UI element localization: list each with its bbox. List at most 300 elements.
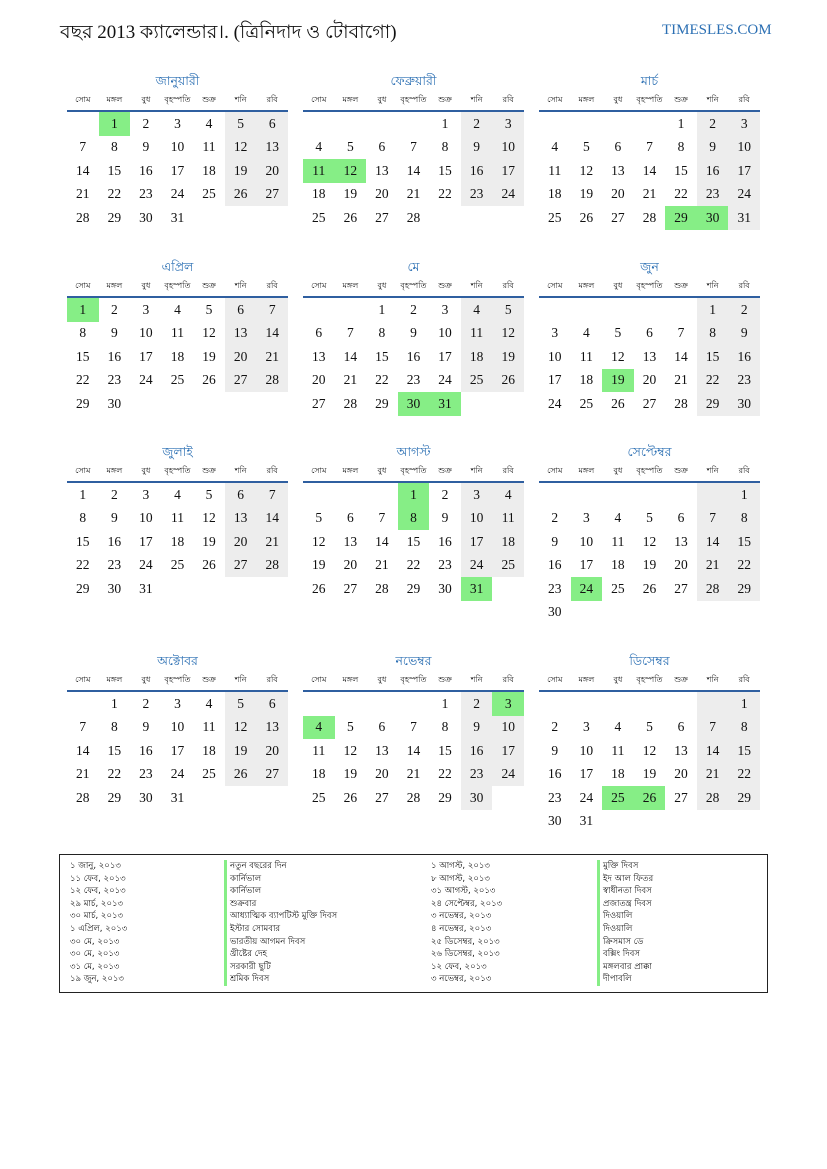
day-cell[interactable]: 16	[107, 348, 122, 364]
day-cell[interactable]: 8	[728, 716, 760, 740]
day-cell[interactable]: 11	[492, 507, 524, 531]
day-cell[interactable]: 1	[441, 695, 449, 711]
day-cell[interactable]: 4	[303, 716, 335, 740]
day-cell[interactable]: 3	[142, 301, 150, 317]
day-cell[interactable]: 20	[642, 372, 657, 388]
day-cell[interactable]: 21	[343, 372, 358, 388]
day-cell[interactable]: 25	[202, 766, 216, 782]
day-cell[interactable]: 18	[170, 348, 185, 364]
day-cell[interactable]: 12	[335, 159, 367, 183]
day-cell[interactable]: 23	[406, 372, 421, 388]
day-cell[interactable]: 20	[375, 186, 389, 202]
day-cell[interactable]: 20	[375, 766, 389, 782]
day-cell[interactable]: 23	[548, 580, 562, 596]
day-cell[interactable]: 16	[728, 345, 760, 369]
day-cell[interactable]: 29	[107, 789, 122, 805]
day-cell[interactable]: 8	[110, 719, 118, 735]
day-cell[interactable]: 27	[674, 580, 688, 596]
day-cell[interactable]: 20	[256, 739, 288, 763]
day-cell[interactable]: 15	[406, 533, 421, 549]
day-cell[interactable]: 27	[375, 209, 389, 225]
day-cell[interactable]: 16	[107, 533, 122, 549]
day-cell[interactable]: 28	[674, 395, 688, 411]
day-cell[interactable]: 28	[375, 580, 389, 596]
day-cell[interactable]: 15	[674, 162, 688, 178]
day-cell[interactable]: 3	[441, 301, 449, 317]
day-cell[interactable]: 4	[614, 510, 622, 526]
day-cell[interactable]: 25	[492, 554, 524, 578]
day-cell[interactable]: 20	[225, 530, 257, 554]
day-cell[interactable]: 23	[461, 763, 493, 787]
day-cell[interactable]: 27	[256, 763, 288, 787]
day-cell[interactable]: 26	[312, 580, 326, 596]
day-cell[interactable]: 8	[110, 139, 118, 155]
day-cell[interactable]: 27	[343, 580, 358, 596]
day-cell[interactable]: 14	[76, 742, 90, 758]
day-cell[interactable]: 20	[256, 159, 288, 183]
day-cell[interactable]: 19	[343, 766, 358, 782]
day-cell[interactable]: 15	[438, 742, 452, 758]
day-cell[interactable]: 25	[461, 369, 493, 393]
day-cell[interactable]: 5	[225, 111, 257, 136]
day-cell[interactable]: 19	[202, 533, 216, 549]
day-cell[interactable]: 26	[225, 183, 257, 207]
day-cell[interactable]: 30	[548, 604, 562, 620]
day-cell[interactable]: 12	[579, 162, 594, 178]
day-cell[interactable]: 27	[225, 554, 257, 578]
day-cell[interactable]: 21	[642, 186, 657, 202]
day-cell[interactable]: 14	[343, 348, 358, 364]
day-cell[interactable]: 17	[139, 533, 153, 549]
day-cell[interactable]: 25	[312, 209, 326, 225]
site-link[interactable]: TIMESLES.COM	[662, 22, 772, 38]
day-cell[interactable]: 12	[202, 510, 216, 526]
day-cell[interactable]: 25	[202, 186, 216, 202]
day-cell[interactable]: 22	[674, 186, 688, 202]
day-cell[interactable]: 6	[677, 719, 685, 735]
day-cell[interactable]: 9	[728, 322, 760, 346]
day-cell[interactable]: 29	[76, 395, 90, 411]
day-cell[interactable]: 29	[728, 577, 760, 601]
day-cell[interactable]: 26	[343, 209, 358, 225]
day-cell[interactable]: 28	[343, 395, 358, 411]
day-cell[interactable]: 21	[406, 186, 421, 202]
day-cell[interactable]: 1	[110, 695, 118, 711]
day-cell[interactable]: 6	[614, 139, 622, 155]
day-cell[interactable]: 12	[312, 533, 326, 549]
day-cell[interactable]: 18	[492, 530, 524, 554]
day-cell[interactable]: 9	[110, 325, 118, 341]
day-cell[interactable]: 5	[225, 691, 257, 716]
day-cell[interactable]: 7	[346, 325, 354, 341]
day-cell[interactable]: 26	[492, 369, 524, 393]
day-cell[interactable]: 11	[312, 742, 326, 758]
day-cell[interactable]: 29	[107, 209, 122, 225]
day-cell[interactable]: 19	[492, 345, 524, 369]
day-cell[interactable]: 31	[429, 392, 461, 416]
day-cell[interactable]: 30	[548, 813, 562, 829]
day-cell[interactable]: 29	[76, 580, 90, 596]
day-cell[interactable]: 24	[548, 395, 562, 411]
day-cell[interactable]: 28	[697, 786, 729, 810]
day-cell[interactable]: 19	[642, 766, 657, 782]
day-cell[interactable]: 18	[202, 162, 216, 178]
day-cell[interactable]: 30	[107, 580, 122, 596]
day-cell[interactable]: 12	[611, 348, 625, 364]
day-cell[interactable]: 26	[642, 580, 657, 596]
day-cell[interactable]: 11	[461, 322, 493, 346]
day-cell[interactable]: 11	[611, 742, 625, 758]
day-cell[interactable]: 17	[438, 348, 452, 364]
day-cell[interactable]: 13	[642, 348, 657, 364]
day-cell[interactable]: 4	[492, 482, 524, 507]
day-cell[interactable]: 3	[582, 510, 590, 526]
day-cell[interactable]: 7	[697, 716, 729, 740]
day-cell[interactable]: 28	[256, 369, 288, 393]
day-cell[interactable]: 11	[548, 162, 562, 178]
day-cell[interactable]: 3	[492, 111, 524, 136]
day-cell[interactable]: 9	[697, 136, 729, 160]
day-cell[interactable]: 27	[225, 369, 257, 393]
day-cell[interactable]: 8	[441, 719, 449, 735]
day-cell[interactable]: 2	[697, 111, 729, 136]
day-cell[interactable]: 13	[312, 348, 326, 364]
day-cell[interactable]: 14	[642, 162, 657, 178]
day-cell[interactable]: 5	[646, 510, 653, 526]
day-cell[interactable]: 12	[225, 136, 257, 160]
day-cell[interactable]: 17	[579, 557, 594, 573]
day-cell[interactable]: 23	[728, 369, 760, 393]
day-cell[interactable]: 23	[438, 557, 452, 573]
day-cell[interactable]: 20	[312, 372, 326, 388]
day-cell[interactable]: 21	[697, 554, 729, 578]
day-cell[interactable]: 15	[728, 530, 760, 554]
day-cell[interactable]: 16	[548, 766, 562, 782]
day-cell[interactable]: 8	[79, 510, 87, 526]
day-cell[interactable]: 1	[378, 301, 386, 317]
day-cell[interactable]: 19	[225, 159, 257, 183]
day-cell[interactable]: 27	[642, 395, 657, 411]
day-cell[interactable]: 15	[728, 739, 760, 763]
day-cell[interactable]: 19	[602, 369, 634, 393]
day-cell[interactable]: 15	[697, 345, 729, 369]
day-cell[interactable]: 13	[256, 136, 288, 160]
day-cell[interactable]: 12	[343, 742, 358, 758]
day-cell[interactable]: 23	[697, 183, 729, 207]
day-cell[interactable]: 10	[579, 742, 594, 758]
day-cell[interactable]: 19	[202, 348, 216, 364]
day-cell[interactable]: 19	[225, 739, 257, 763]
day-cell[interactable]: 6	[315, 325, 323, 341]
day-cell[interactable]: 27	[674, 789, 688, 805]
day-cell[interactable]: 1	[441, 115, 449, 131]
day-cell[interactable]: 2	[551, 719, 559, 735]
day-cell[interactable]: 15	[107, 162, 122, 178]
day-cell[interactable]: 10	[170, 139, 185, 155]
day-cell[interactable]: 3	[492, 691, 524, 716]
day-cell[interactable]: 12	[225, 716, 257, 740]
day-cell[interactable]: 24	[438, 372, 452, 388]
day-cell[interactable]: 15	[438, 162, 452, 178]
day-cell[interactable]: 14	[406, 742, 421, 758]
day-cell[interactable]: 1	[677, 115, 685, 131]
day-cell[interactable]: 28	[76, 789, 90, 805]
day-cell[interactable]: 24	[461, 554, 493, 578]
day-cell[interactable]: 31	[461, 577, 493, 601]
day-cell[interactable]: 25	[548, 209, 562, 225]
day-cell[interactable]: 18	[611, 557, 625, 573]
day-cell[interactable]: 8	[677, 139, 685, 155]
day-cell[interactable]: 18	[461, 345, 493, 369]
day-cell[interactable]: 9	[410, 325, 417, 341]
day-cell[interactable]: 27	[611, 209, 625, 225]
day-cell[interactable]: 18	[611, 766, 625, 782]
day-cell[interactable]: 4	[461, 297, 493, 322]
day-cell[interactable]: 18	[202, 742, 216, 758]
day-cell[interactable]: 6	[256, 691, 288, 716]
day-cell[interactable]: 2	[410, 301, 417, 317]
day-cell[interactable]: 31	[728, 206, 760, 230]
day-cell[interactable]: 19	[312, 557, 326, 573]
day-cell[interactable]: 1	[398, 482, 430, 507]
day-cell[interactable]: 24	[492, 763, 524, 787]
day-cell[interactable]: 19	[343, 186, 358, 202]
day-cell[interactable]: 16	[438, 533, 452, 549]
day-cell[interactable]: 17	[492, 739, 524, 763]
day-cell[interactable]: 22	[107, 186, 122, 202]
day-cell[interactable]: 17	[728, 159, 760, 183]
day-cell[interactable]: 7	[256, 482, 288, 507]
day-cell[interactable]: 22	[728, 554, 760, 578]
day-cell[interactable]: 26	[579, 209, 594, 225]
day-cell[interactable]: 7	[410, 719, 417, 735]
day-cell[interactable]: 1	[99, 111, 131, 136]
day-cell[interactable]: 12	[202, 325, 216, 341]
day-cell[interactable]: 1	[67, 297, 99, 322]
day-cell[interactable]: 21	[256, 530, 288, 554]
day-cell[interactable]: 29	[375, 395, 389, 411]
day-cell[interactable]: 20	[611, 186, 625, 202]
day-cell[interactable]: 7	[697, 507, 729, 531]
day-cell[interactable]: 17	[548, 372, 562, 388]
day-cell[interactable]: 18	[312, 766, 326, 782]
day-cell[interactable]: 31	[139, 580, 153, 596]
day-cell[interactable]: 30	[398, 392, 430, 416]
day-cell[interactable]: 10	[170, 719, 185, 735]
day-cell[interactable]: 26	[202, 557, 216, 573]
day-cell[interactable]: 1	[728, 482, 760, 507]
day-cell[interactable]: 10	[139, 325, 153, 341]
day-cell[interactable]: 30	[107, 395, 122, 411]
day-cell[interactable]: 23	[139, 766, 153, 782]
day-cell[interactable]: 22	[375, 372, 389, 388]
day-cell[interactable]: 3	[174, 695, 181, 711]
day-cell[interactable]: 4	[582, 325, 590, 341]
day-cell[interactable]: 9	[142, 139, 150, 155]
day-cell[interactable]: 13	[611, 162, 625, 178]
day-cell[interactable]: 23	[107, 557, 122, 573]
day-cell[interactable]: 2	[142, 695, 150, 711]
day-cell[interactable]: 16	[406, 348, 421, 364]
day-cell[interactable]: 10	[492, 716, 524, 740]
day-cell[interactable]: 25	[170, 557, 185, 573]
day-cell[interactable]: 3	[582, 719, 590, 735]
day-cell[interactable]: 5	[582, 139, 590, 155]
day-cell[interactable]: 6	[646, 325, 653, 341]
day-cell[interactable]: 3	[551, 325, 559, 341]
day-cell[interactable]: 14	[375, 533, 389, 549]
day-cell[interactable]: 3	[174, 115, 181, 131]
day-cell[interactable]: 28	[406, 209, 421, 225]
day-cell[interactable]: 2	[728, 297, 760, 322]
day-cell[interactable]: 5	[614, 325, 622, 341]
day-cell[interactable]: 18	[170, 533, 185, 549]
day-cell[interactable]: 13	[225, 507, 257, 531]
day-cell[interactable]: 14	[697, 530, 729, 554]
day-cell[interactable]: 21	[674, 372, 688, 388]
day-cell[interactable]: 9	[461, 136, 493, 160]
day-cell[interactable]: 12	[642, 742, 657, 758]
day-cell[interactable]: 5	[315, 510, 323, 526]
day-cell[interactable]: 6	[225, 297, 257, 322]
day-cell[interactable]: 28	[76, 209, 90, 225]
day-cell[interactable]: 12	[642, 533, 657, 549]
day-cell[interactable]: 10	[728, 136, 760, 160]
day-cell[interactable]: 17	[139, 348, 153, 364]
day-cell[interactable]: 13	[225, 322, 257, 346]
day-cell[interactable]: 30	[438, 580, 452, 596]
day-cell[interactable]: 31	[579, 813, 594, 829]
day-cell[interactable]: 16	[697, 159, 729, 183]
day-cell[interactable]: 8	[398, 507, 430, 531]
day-cell[interactable]: 24	[492, 183, 524, 207]
day-cell[interactable]: 11	[170, 510, 184, 526]
day-cell[interactable]: 14	[76, 162, 90, 178]
day-cell[interactable]: 16	[139, 742, 153, 758]
day-cell[interactable]: 4	[205, 115, 213, 131]
day-cell[interactable]: 22	[697, 369, 729, 393]
day-cell[interactable]: 10	[139, 510, 153, 526]
day-cell[interactable]: 22	[406, 557, 421, 573]
day-cell[interactable]: 9	[461, 716, 493, 740]
day-cell[interactable]: 6	[256, 111, 288, 136]
day-cell[interactable]: 30	[728, 392, 760, 416]
day-cell[interactable]: 13	[375, 162, 389, 178]
day-cell[interactable]: 13	[256, 716, 288, 740]
day-cell[interactable]: 2	[142, 115, 150, 131]
day-cell[interactable]: 29	[665, 206, 697, 230]
day-cell[interactable]: 20	[674, 766, 688, 782]
day-cell[interactable]: 6	[677, 510, 685, 526]
day-cell[interactable]: 31	[170, 209, 185, 225]
day-cell[interactable]: 11	[611, 533, 625, 549]
day-cell[interactable]: 21	[76, 186, 90, 202]
day-cell[interactable]: 30	[139, 209, 153, 225]
day-cell[interactable]: 25	[602, 786, 634, 810]
day-cell[interactable]: 23	[461, 183, 493, 207]
day-cell[interactable]: 2	[461, 111, 493, 136]
day-cell[interactable]: 10	[579, 533, 594, 549]
day-cell[interactable]: 24	[139, 557, 153, 573]
day-cell[interactable]: 5	[205, 301, 213, 317]
day-cell[interactable]: 2	[110, 486, 118, 502]
day-cell[interactable]: 1	[728, 691, 760, 716]
day-cell[interactable]: 9	[142, 719, 150, 735]
day-cell[interactable]: 24	[139, 372, 153, 388]
day-cell[interactable]: 17	[170, 162, 185, 178]
day-cell[interactable]: 4	[614, 719, 622, 735]
day-cell[interactable]: 25	[312, 789, 326, 805]
day-cell[interactable]: 29	[697, 392, 729, 416]
day-cell[interactable]: 18	[579, 372, 594, 388]
day-cell[interactable]: 6	[225, 482, 257, 507]
day-cell[interactable]: 4	[315, 139, 323, 155]
day-cell[interactable]: 3	[728, 111, 760, 136]
day-cell[interactable]: 17	[579, 766, 594, 782]
day-cell[interactable]: 9	[110, 510, 118, 526]
day-cell[interactable]: 14	[674, 348, 688, 364]
day-cell[interactable]: 21	[375, 557, 389, 573]
day-cell[interactable]: 11	[202, 139, 216, 155]
day-cell[interactable]: 10	[492, 136, 524, 160]
day-cell[interactable]: 24	[170, 186, 185, 202]
day-cell[interactable]: 12	[492, 322, 524, 346]
day-cell[interactable]: 23	[107, 372, 122, 388]
day-cell[interactable]: 31	[170, 789, 185, 805]
day-cell[interactable]: 20	[343, 557, 358, 573]
day-cell[interactable]: 22	[728, 763, 760, 787]
day-cell[interactable]: 15	[107, 742, 122, 758]
day-cell[interactable]: 17	[461, 530, 493, 554]
day-cell[interactable]: 25	[170, 372, 185, 388]
day-cell[interactable]: 8	[697, 322, 729, 346]
day-cell[interactable]: 1	[697, 297, 729, 322]
day-cell[interactable]: 22	[438, 186, 452, 202]
day-cell[interactable]: 11	[303, 159, 335, 183]
day-cell[interactable]: 13	[343, 533, 358, 549]
day-cell[interactable]: 4	[174, 486, 181, 502]
day-cell[interactable]: 28	[642, 209, 657, 225]
day-cell[interactable]: 8	[441, 139, 449, 155]
day-cell[interactable]: 26	[225, 763, 257, 787]
day-cell[interactable]: 25	[579, 395, 594, 411]
day-cell[interactable]: 2	[461, 691, 493, 716]
day-cell[interactable]: 10	[461, 507, 493, 531]
day-cell[interactable]: 29	[438, 789, 452, 805]
day-cell[interactable]: 29	[728, 786, 760, 810]
day-cell[interactable]: 5	[346, 139, 354, 155]
day-cell[interactable]: 16	[461, 739, 493, 763]
day-cell[interactable]: 8	[728, 507, 760, 531]
day-cell[interactable]: 7	[677, 325, 685, 341]
day-cell[interactable]: 10	[548, 348, 562, 364]
day-cell[interactable]: 14	[256, 322, 288, 346]
day-cell[interactable]: 5	[346, 719, 354, 735]
day-cell[interactable]: 26	[202, 372, 216, 388]
day-cell[interactable]: 13	[674, 533, 688, 549]
day-cell[interactable]: 22	[107, 766, 122, 782]
day-cell[interactable]: 15	[375, 348, 389, 364]
day-cell[interactable]: 17	[170, 742, 185, 758]
day-cell[interactable]: 19	[642, 557, 657, 573]
day-cell[interactable]: 19	[579, 186, 594, 202]
day-cell[interactable]: 23	[139, 186, 153, 202]
day-cell[interactable]: 18	[312, 186, 326, 202]
day-cell[interactable]: 6	[346, 510, 354, 526]
day-cell[interactable]: 29	[406, 580, 421, 596]
day-cell[interactable]: 28	[256, 554, 288, 578]
day-cell[interactable]: 7	[79, 139, 87, 155]
